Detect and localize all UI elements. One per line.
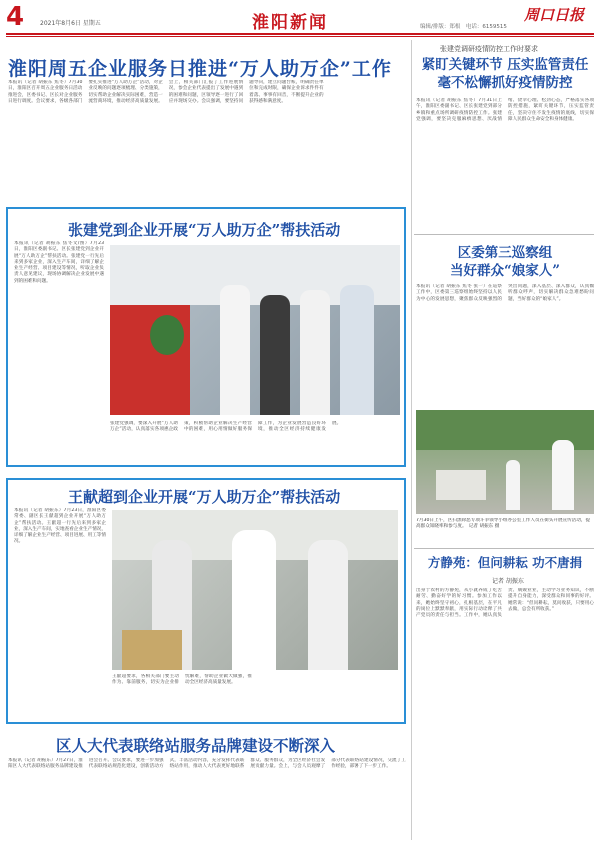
- story2-body-left: 本报讯（记者 胡振东 焦冬文/图）7月23日，淮阳区委副书记、区长张建党到企业开展“万人助万企”帮扶活动。张建党一行先后来到多家企业，深入生产车间，详细了解企业生产经营、项目建设等情况，听取企业负责人意见建议，现场协调解决企业发展中遇到的困难和问题。: [14, 241, 104, 284]
- right3-headline: 方静苑：但问耕耘 功不唐捐: [427, 555, 583, 570]
- right-divider-2: [414, 548, 594, 549]
- right1-body: 本报讯（记者 胡振东 焦冬）7月31日上午，淮阳区委副书记、区长张建党到部分乡镇和重点场所调研疫情防控工作。张建党强调，要坚决克服麻痹思想、厌战情绪、侥幸心理、松劲心态，严格落实各项防控措施，紧盯关键环节，压实监管责任，坚决守住不发生疫情的底线，切实保障人民群众生命安全和身体健康。: [416, 98, 594, 122]
- section-title: 淮阳新闻: [252, 13, 328, 33]
- right2-headline: 区委第三巡察组 当好群众“娘家人”: [449, 245, 561, 279]
- story-box-wang: [6, 478, 406, 724]
- right-divider-1: [414, 234, 594, 235]
- paper-name: 周口日报: [524, 6, 585, 24]
- story-box-zhang: [6, 207, 406, 467]
- right1-headline: 紧盯关键环节 压实监管责任 毫不松懈抓好疫情防控: [421, 57, 589, 91]
- story3-headline: 王献超到企业开展“万人助万企”帮扶活动: [68, 488, 341, 506]
- lead-headline: 淮阳周五企业服务日推进“万人助万企”工作: [8, 58, 392, 80]
- header-rule-thin: [6, 36, 594, 37]
- column-divider: [411, 40, 412, 840]
- page-number: 4: [6, 2, 25, 32]
- header-rule: [6, 33, 594, 35]
- story2-body-bottom: 张建党强调，要深入开展“万人助万企”活动，认真落实各项惠企政策，积极帮助企业解决生产经营中的困难，用心用情做好服务保障工作，为企业发展营造良好环境，推动全区经济持续健康发展。: [110, 421, 342, 433]
- editor-line: 编辑/排版：郑根 电话：6159515: [420, 24, 507, 30]
- publication-date: 2021年8月6日 星期五: [40, 20, 101, 27]
- right3-body: 出身于农村的方静苑，从小就养成了吃苦耐劳、勤奋好学的好习惯。参加工作以来，她始终坚守初心，扎根基层，在平凡的岗位上默默奉献，用实际行动诠释了共产党员的责任与担当。工作中，她认真负责、兢兢业业，主动学习业务知识，不断提升自身能力，深受群众和同事的好评。她常说：“但问耕耘，莫问收获，只要用心去做，总会有所收获。”: [416, 588, 594, 619]
- lead-body: 本报讯（记者 胡振东 焦冬）7月30日，淮阳区召开周五企业服务日活动推进会，区委书记、区长对企业服务日进行调度。会议要求，各级各部门要扎实推进“万人助万企”活动，对企业反映的问题逐项梳理、分类施策，切实帮助企业解决实际困难，营造一流营商环境，推动经济高质量发展。会上，相关部门汇报了工作进展情况，参会企业代表提出了发展中遇到的困难和问题，区领导逐一进行了回应并现场交办。会议强调，要坚持问题导向，建立问题台账，明确责任单位和完成时限，确保企业诉求件件有着落、事事有回音，不断提升企业的获得感和满意度。: [8, 80, 324, 104]
- officials-visiting-factory-image: [110, 245, 400, 415]
- right1-kicker: 张建党调研疫情防控工作时要求: [440, 45, 538, 53]
- right2-body: 本报讯（记者 胡振东 焦冬 张一）在巡察工作中，区委第三巡察组始终坚持以人民为中心的发展思想，聚焦群众反映强烈的突出问题，深入基层、深入群众，认真倾听群众呼声，切实解决群众急难愁盼问题，当好群众的“娘家人”。: [416, 284, 594, 302]
- bottom-body: 本报讯（记者 胡振东）7月27日，淮阳区人大代表联络站服务品牌建设推进会召开。会议要求，要进一步加强代表联络站规范化建设，创新活动方式，丰富活动内容，充分发挥代表联络站作用，推动人大代表更好地联系群众、服务群众，为全区经济社会发展贡献力量。会上，与会人员观摩了部分代表联络站建设情况，交流了工作经验，部署了下一步工作。: [8, 758, 406, 770]
- officials-inspecting-products-image: [112, 510, 398, 670]
- story3-body-bottom: 王献超要求，各相关部门要主动作为、靠前服务，切实为企业排忧解难，帮助企业做大做强，推动全区经济高质量发展。: [112, 674, 252, 686]
- masthead: [0, 0, 600, 34]
- story2-headline: 张建党到企业开展“万人助万企”帮扶活动: [68, 221, 341, 239]
- story3-body-left: 本报讯（记者 胡振东）7月23日，淮阳区委常委、副区长王献超到企业开展“万人助万企”帮扶活动。王献超一行先后来到多家企业，深入生产车间，实地查看企业生产情况，详细了解企业生产经营、项目进展、用工等情况。: [14, 508, 106, 545]
- street-publicity-image: [416, 410, 594, 514]
- photo-caption: 7月30日上午，区扫黑除恶专项斗争领导小组办公室工作人员在街头开展宣传活动，提高群众知晓率和参与度。 记者 胡振东 摄: [416, 518, 591, 529]
- right3-byline: 记者 胡振东: [492, 578, 524, 585]
- bottom-headline: 区人大代表联络站服务品牌建设不断深入: [56, 736, 336, 755]
